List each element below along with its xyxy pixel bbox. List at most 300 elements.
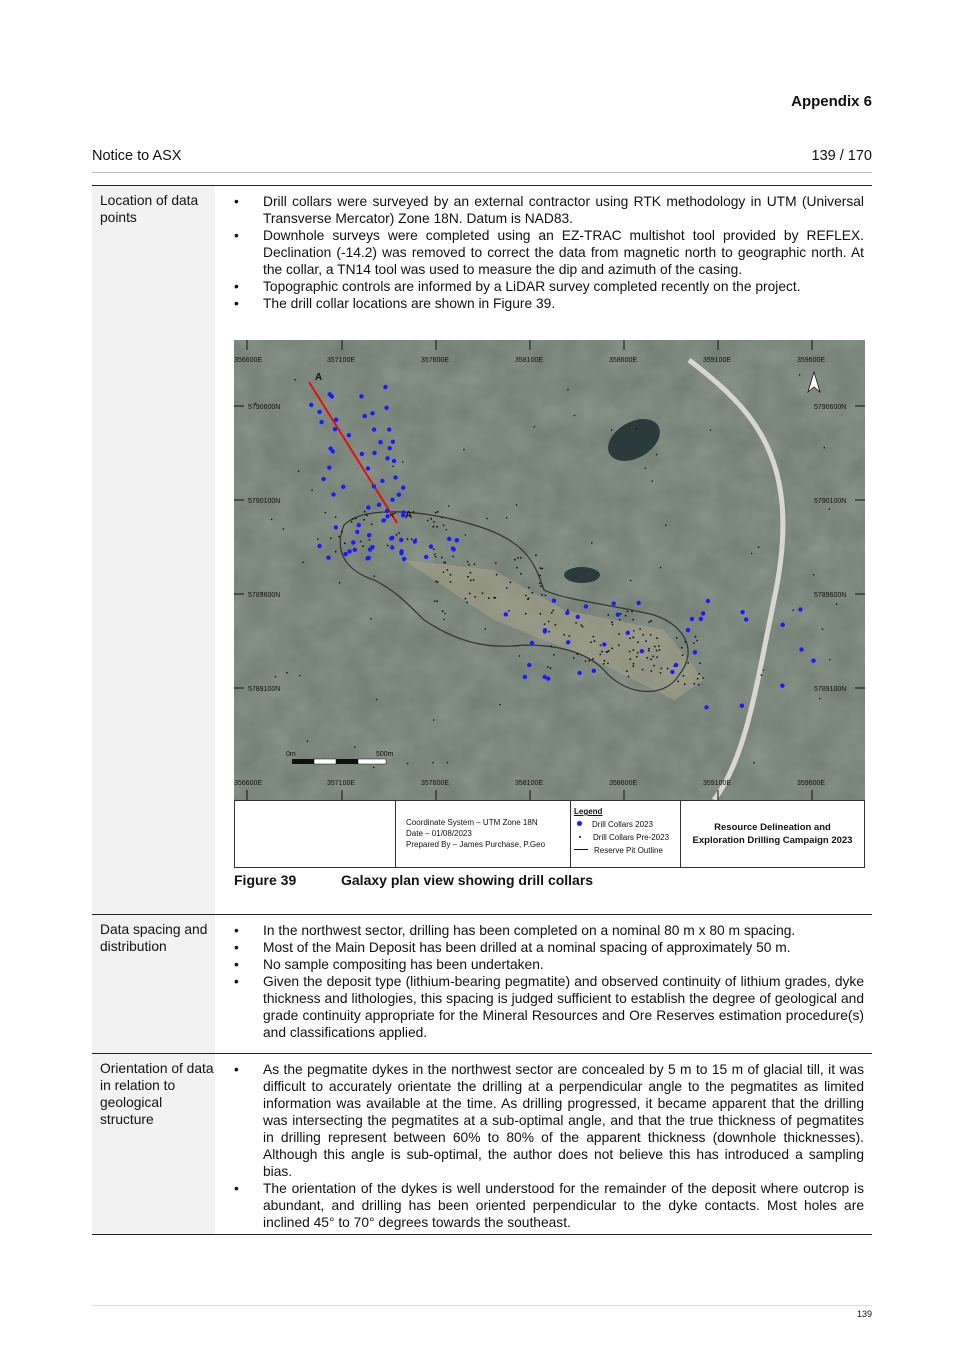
figure-caption-text: Galaxy plan view showing drill collars — [341, 872, 594, 888]
pre-2023-collar — [651, 480, 653, 482]
satellite-map — [234, 340, 865, 800]
pre-2023-collar — [604, 660, 606, 662]
pre-2023-collar — [642, 669, 644, 671]
collar-2023 — [359, 394, 363, 398]
legend-item: Drill Collars Pre-2023 — [593, 833, 670, 842]
pre-2023-collar — [684, 641, 686, 643]
collar-2023 — [334, 525, 338, 529]
coord-system: Coordinate System – UTM Zone 18N — [406, 818, 538, 827]
pre-2023-collar — [370, 618, 372, 620]
collar-2023 — [455, 538, 459, 542]
collar-2023 — [527, 663, 531, 667]
collar-2023 — [367, 533, 371, 537]
collar-2023 — [429, 544, 433, 548]
pre-2023-collar — [534, 426, 536, 428]
pre-2023-collar — [374, 575, 376, 577]
pre-2023-collar — [363, 519, 365, 521]
easting-label: 358600E — [609, 780, 638, 787]
page-header — [92, 148, 872, 173]
pre-2023-collar — [611, 621, 613, 623]
collar-2023 — [744, 617, 748, 621]
collar-2023 — [452, 547, 456, 551]
pre-2023-collar — [435, 512, 437, 514]
pre-2023-collar — [607, 614, 609, 616]
pre-2023-collar — [541, 594, 543, 596]
section-label-a-prime: A' — [405, 510, 415, 521]
pre-2023-collar — [600, 644, 602, 646]
collar-2023 — [402, 557, 406, 561]
pre-2023-collar — [432, 526, 434, 528]
pre-2023-collar — [354, 746, 356, 748]
legend-item: Drill Collars 2023 — [592, 820, 653, 829]
pre-2023-collar — [681, 647, 683, 649]
pre-2023-collar — [568, 635, 570, 637]
header-page-count: 139 / 170 — [811, 148, 872, 164]
bullet-list — [230, 922, 864, 1041]
pre-2023-collar — [646, 657, 648, 659]
pre-2023-collar — [648, 621, 650, 623]
collar-2023 — [612, 601, 616, 605]
pre-2023-collar — [585, 660, 587, 662]
scale-start: 0m — [286, 751, 296, 758]
list-item: • No sample compositing has been undertaken. — [230, 956, 864, 973]
pre-2023-collar — [611, 648, 613, 650]
pre-2023-collar — [369, 539, 371, 541]
pre-2023-collar — [339, 582, 341, 584]
pre-2023-collar — [633, 663, 635, 665]
pre-2023-collar — [620, 613, 622, 615]
pre-2023-collar — [656, 656, 658, 658]
pre-2023-collar — [437, 511, 439, 513]
pre-2023-collar — [407, 538, 409, 540]
collar-2023 — [701, 611, 705, 615]
pre-2023-collar — [637, 652, 639, 654]
collar-2023 — [584, 604, 588, 608]
collar-2023 — [351, 540, 355, 544]
collar-2023 — [740, 704, 744, 708]
pre-2023-collar — [656, 637, 658, 639]
pre-2023-collar — [362, 545, 364, 547]
collar-2023 — [523, 675, 527, 679]
list-item: • The drill collar locations are shown in Figure 39. — [230, 295, 864, 312]
pre-2023-collar — [627, 611, 629, 613]
pre-2023-collar — [619, 619, 621, 621]
pre-2023-collar — [667, 668, 669, 670]
pre-2023-collar — [650, 634, 652, 636]
pre-2023-collar — [390, 514, 392, 516]
pre-2023-collar — [631, 611, 633, 613]
collar-2023 — [740, 610, 744, 614]
pre-2023-collar — [446, 529, 448, 531]
collar-2023 — [372, 484, 376, 488]
northing-label: 5790100N — [248, 498, 281, 505]
collar-2023 — [706, 599, 710, 603]
pre-2023-collar — [658, 645, 660, 647]
pre-2023-collar — [698, 684, 700, 686]
pre-2023-collar — [442, 610, 444, 612]
pre-2023-collar — [371, 523, 373, 525]
header-title: Notice to ASX — [92, 148, 182, 164]
collar-2023 — [372, 451, 376, 455]
pre-2023-collar — [822, 628, 824, 630]
row-label: Data spacing and distribution — [92, 915, 215, 1054]
pre-2023-collar — [474, 563, 476, 565]
black-dot-icon — [579, 836, 581, 838]
pre-2023-collar — [364, 511, 366, 513]
blue-dot-icon — [577, 821, 582, 826]
collar-2023 — [380, 479, 384, 483]
collar-2023 — [366, 556, 370, 560]
pre-2023-collar — [799, 374, 801, 376]
pre-2023-collar — [654, 646, 656, 648]
row-label: Location of data points — [92, 186, 215, 915]
pre-2023-collar — [648, 648, 650, 650]
pre-2023-collar — [551, 612, 553, 614]
pre-2023-collar — [548, 631, 550, 633]
collar-2023 — [385, 456, 389, 460]
pre-2023-collar — [592, 636, 594, 638]
pre-2023-collar — [632, 649, 634, 651]
pre-2023-collar — [469, 593, 471, 595]
pre-2023-collar — [510, 581, 512, 583]
pre-2023-collar — [411, 538, 413, 540]
list-item: • The orientation of the dykes is well understood for the remainder of the deposit where outcrop is abundant, and drilling has been oriented perpendicular to the dyke contacts. Most holes are inclined 45° to 70° degrees towards the southeast. — [230, 1180, 864, 1231]
pre-2023-collar — [656, 650, 658, 652]
collar-2023 — [330, 394, 334, 398]
pre-2023-collar — [552, 610, 554, 612]
pre-2023-collar — [465, 534, 467, 536]
collar-2023 — [699, 617, 703, 621]
pre-2023-collar — [441, 517, 443, 519]
collar-2023 — [811, 659, 815, 663]
pre-2023-collar — [525, 613, 527, 615]
collar-2023 — [390, 498, 394, 502]
pre-2023-collar — [632, 665, 634, 667]
pre-2023-collar — [618, 644, 620, 646]
pre-2023-collar — [311, 489, 313, 491]
collar-2023 — [640, 649, 644, 653]
collar-2023 — [378, 440, 382, 444]
legend-title: Legend — [574, 807, 603, 816]
pre-2023-collar — [450, 574, 452, 576]
pre-2023-collar — [338, 536, 340, 538]
collar-2023 — [392, 459, 396, 463]
collar-2023 — [504, 612, 508, 616]
collar-2023 — [353, 548, 357, 552]
pre-2023-collar — [601, 651, 603, 653]
easting-label: 359100E — [703, 357, 732, 364]
collar-2023 — [566, 640, 570, 644]
pre-2023-collar — [443, 619, 445, 621]
pre-2023-collar — [594, 640, 596, 642]
pre-2023-collar — [607, 663, 609, 665]
pre-2023-collar — [540, 585, 542, 587]
collar-2023 — [552, 599, 556, 603]
table-row — [92, 1053, 872, 1235]
easting-label: 356600E — [234, 357, 263, 364]
pre-2023-collar — [629, 651, 631, 653]
pre-2023-collar — [695, 636, 697, 638]
pre-2023-collar — [335, 551, 337, 553]
collar-2023 — [626, 631, 630, 635]
legend-item: Reserve Pit Outline — [594, 846, 663, 855]
pre-2023-collar — [525, 595, 527, 597]
pre-2023-collar — [517, 557, 519, 559]
pre-2023-collar — [603, 663, 605, 665]
pre-2023-collar — [366, 514, 368, 516]
pre-2023-collar — [452, 556, 454, 558]
pre-2023-collar — [430, 518, 432, 520]
collar-2023 — [401, 486, 405, 490]
collar-2023 — [309, 403, 313, 407]
table-row — [92, 914, 872, 1054]
pre-2023-collar — [467, 576, 469, 578]
collar-2023 — [360, 452, 364, 456]
lake — [564, 567, 600, 583]
collar-2023 — [355, 530, 359, 534]
collar-2023 — [543, 628, 547, 632]
collar-2023 — [393, 475, 397, 479]
pre-2023-collar — [573, 657, 575, 659]
pre-2023-collar — [341, 531, 343, 533]
collar-2023 — [397, 493, 401, 497]
pre-2023-collar — [275, 676, 277, 678]
pre-2023-collar — [645, 640, 647, 642]
coord-prepared-by: Prepared By – James Purchase, P.Geo — [406, 840, 546, 849]
pre-2023-collar — [283, 528, 285, 530]
pre-2023-collar — [294, 379, 296, 381]
northing-label: 5790600N — [248, 404, 281, 411]
pre-2023-collar — [684, 683, 686, 685]
collar-2023 — [602, 642, 606, 646]
collar-2023 — [327, 465, 331, 469]
bullet-list — [230, 1061, 864, 1231]
footer-rule — [92, 1305, 872, 1306]
pre-2023-collar — [629, 637, 631, 639]
pre-2023-collar — [819, 698, 821, 700]
collar-2023 — [674, 663, 678, 667]
pre-2023-collar — [693, 642, 695, 644]
northing-label: 5790100N — [814, 498, 847, 505]
coord-date: Date – 01/08/2023 — [406, 829, 472, 838]
pre-2023-collar — [682, 654, 684, 656]
pre-2023-collar — [824, 447, 826, 449]
pre-2023-collar — [792, 610, 794, 612]
collar-2023 — [798, 607, 802, 611]
pre-2023-collar — [630, 580, 632, 582]
pre-2023-collar — [528, 598, 530, 600]
pre-2023-collar — [325, 512, 327, 514]
pre-2023-collar — [553, 654, 555, 656]
northing-label: 5789600N — [814, 592, 847, 599]
pre-2023-collar — [486, 518, 488, 520]
pre-2023-collar — [575, 622, 577, 624]
pre-2023-collar — [652, 656, 654, 658]
pre-2023-collar — [698, 673, 700, 675]
pre-2023-collar — [391, 515, 393, 517]
pre-2023-collar — [433, 521, 435, 523]
collar-2023 — [693, 650, 697, 654]
pre-2023-collar — [450, 581, 452, 583]
easting-label: 357100E — [327, 780, 356, 787]
pre-2023-collar — [665, 524, 667, 526]
collar-2023 — [334, 418, 338, 422]
pre-2023-collar — [555, 624, 557, 626]
pre-2023-collar — [639, 628, 641, 630]
pre-2023-collar — [317, 538, 319, 540]
collar-2023 — [530, 641, 534, 645]
terrain-texture — [234, 340, 865, 800]
collar-2023 — [391, 440, 395, 444]
pre-2023-collar — [427, 520, 429, 522]
collar-2023 — [372, 427, 376, 431]
pre-2023-collar — [632, 619, 634, 621]
pre-2023-collar — [298, 470, 300, 472]
pre-2023-collar — [330, 537, 332, 539]
pre-2023-collar — [407, 763, 409, 765]
pre-2023-collar — [531, 592, 533, 594]
pre-2023-collar — [335, 516, 337, 518]
collar-2023 — [399, 549, 403, 553]
pre-2023-collar — [753, 762, 755, 764]
pre-2023-collar — [514, 559, 516, 561]
pre-2023-collar — [636, 656, 638, 658]
pre-2023-collar — [607, 651, 609, 653]
pre-2023-collar — [434, 600, 436, 602]
pre-2023-collar — [493, 597, 495, 599]
pre-2023-collar — [574, 415, 576, 417]
northing-label: 5789100N — [248, 686, 281, 693]
collar-2023 — [341, 485, 345, 489]
pre-2023-collar — [599, 654, 601, 656]
pre-2023-collar — [660, 668, 662, 670]
pre-2023-collar — [519, 655, 521, 657]
list-item: • As the pegmatite dykes in the northwest sector are concealed by 5 m to 15 m of glacial till, it was difficult to accurately orientate the drilling at a perpendicular angle to the pegmatites as limited information was available at the time. As drilling progressed, it became apparent that the drilling was intersecting the pegmatites at a sub-optimal angle, and that the true thickness of pegmatites in drilling represent between 60% to 80% of the apparent thickness (downhole thicknesses). Although this angle is sub-optimal, the author does not believe this has introduced a sampling bias. — [230, 1061, 864, 1180]
list-item: • Drill collars were surveyed by an external contractor using RTK methodology in UTM (Universal Transverse Mercator) Zone 18N. Datum is NAD83. — [230, 193, 864, 227]
collar-2023 — [319, 420, 323, 424]
pre-2023-collar — [539, 582, 541, 584]
pre-2023-collar — [540, 613, 542, 615]
collar-2023 — [413, 539, 417, 543]
collar-2023 — [780, 684, 784, 688]
collar-2023 — [366, 505, 370, 509]
collar-2023 — [381, 518, 385, 522]
pre-2023-collar — [402, 461, 404, 463]
collar-2023 — [366, 466, 370, 470]
pre-2023-collar — [506, 517, 508, 519]
pre-2023-collar — [829, 508, 831, 510]
collar-2023 — [447, 537, 451, 541]
pre-2023-collar — [813, 574, 815, 576]
pre-2023-collar — [547, 666, 549, 668]
campaign-title-line: Exploration Drilling Campaign 2023 — [692, 835, 853, 846]
pre-2023-collar — [520, 573, 522, 575]
pre-2023-collar — [687, 662, 689, 664]
northing-label: 5790600N — [814, 404, 847, 411]
collar-2023 — [781, 623, 785, 627]
pre-2023-collar — [446, 569, 448, 571]
pre-2023-collar — [588, 660, 590, 662]
pre-2023-collar — [516, 504, 518, 506]
pre-2023-collar — [467, 561, 469, 563]
easting-label: 358100E — [515, 780, 544, 787]
pre-2023-collar — [496, 574, 498, 576]
collar-2023 — [321, 477, 325, 481]
section-label-a: A — [315, 372, 323, 383]
pre-2023-collar — [468, 564, 470, 566]
pre-2023-collar — [286, 672, 288, 674]
figure-number: Figure 39 — [234, 872, 297, 888]
pre-2023-collar — [648, 650, 650, 652]
pre-2023-collar — [633, 630, 635, 632]
collar-2023 — [388, 446, 392, 450]
pre-2023-collar — [360, 541, 362, 543]
pre-2023-collar — [563, 634, 565, 636]
pre-2023-collar — [836, 603, 838, 605]
collar-2023 — [399, 538, 403, 542]
pre-2023-collar — [271, 519, 273, 521]
collar-2023 — [690, 617, 694, 621]
pre-2023-collar — [444, 613, 446, 615]
pre-2023-collar — [611, 429, 613, 431]
pre-2023-collar — [763, 669, 765, 671]
pre-2023-collar — [699, 662, 701, 664]
easting-label: 357600E — [421, 780, 450, 787]
collar-2023 — [799, 647, 803, 651]
pre-2023-collar — [758, 546, 760, 548]
pre-2023-collar — [302, 562, 304, 564]
campaign-title — [680, 801, 864, 867]
pre-2023-collar — [448, 505, 450, 507]
pre-2023-collar — [567, 389, 569, 391]
pre-2023-collar — [474, 596, 476, 598]
pre-2023-collar — [433, 719, 435, 721]
figure-map — [234, 340, 865, 868]
pre-2023-collar — [473, 579, 475, 581]
figure-legend-box — [234, 800, 865, 868]
pre-2023-collar — [499, 704, 501, 706]
easting-label: 357600E — [421, 357, 450, 364]
easting-label: 359100E — [703, 780, 732, 787]
pre-2023-collar — [307, 741, 309, 743]
pre-2023-collar — [650, 670, 652, 672]
pre-2023-collar — [434, 554, 436, 556]
pre-2023-collar — [433, 548, 435, 550]
pre-2023-collar — [443, 571, 445, 573]
pre-2023-collar — [702, 677, 704, 679]
pre-2023-collar — [693, 683, 695, 685]
pre-2023-collar — [508, 610, 510, 612]
pre-2023-collar — [550, 645, 552, 647]
pre-2023-collar — [629, 658, 631, 660]
collar-2023 — [377, 503, 381, 507]
pre-2023-collar — [441, 557, 443, 559]
easting-label: 356600E — [234, 780, 263, 787]
pre-2023-collar — [447, 762, 449, 764]
table-bottom-rule — [92, 1234, 872, 1235]
pre-2023-collar — [488, 597, 490, 599]
pre-2023-collar — [582, 626, 584, 628]
collar-2023 — [546, 676, 550, 680]
pre-2023-collar — [683, 675, 685, 677]
pre-2023-collar — [535, 554, 537, 556]
collar-2023 — [424, 555, 428, 559]
pre-2023-collar — [633, 637, 635, 639]
pre-2023-collar — [376, 699, 378, 701]
figure-caption — [234, 872, 593, 888]
collar-2023 — [389, 536, 393, 540]
pre-2023-collar — [550, 667, 552, 669]
